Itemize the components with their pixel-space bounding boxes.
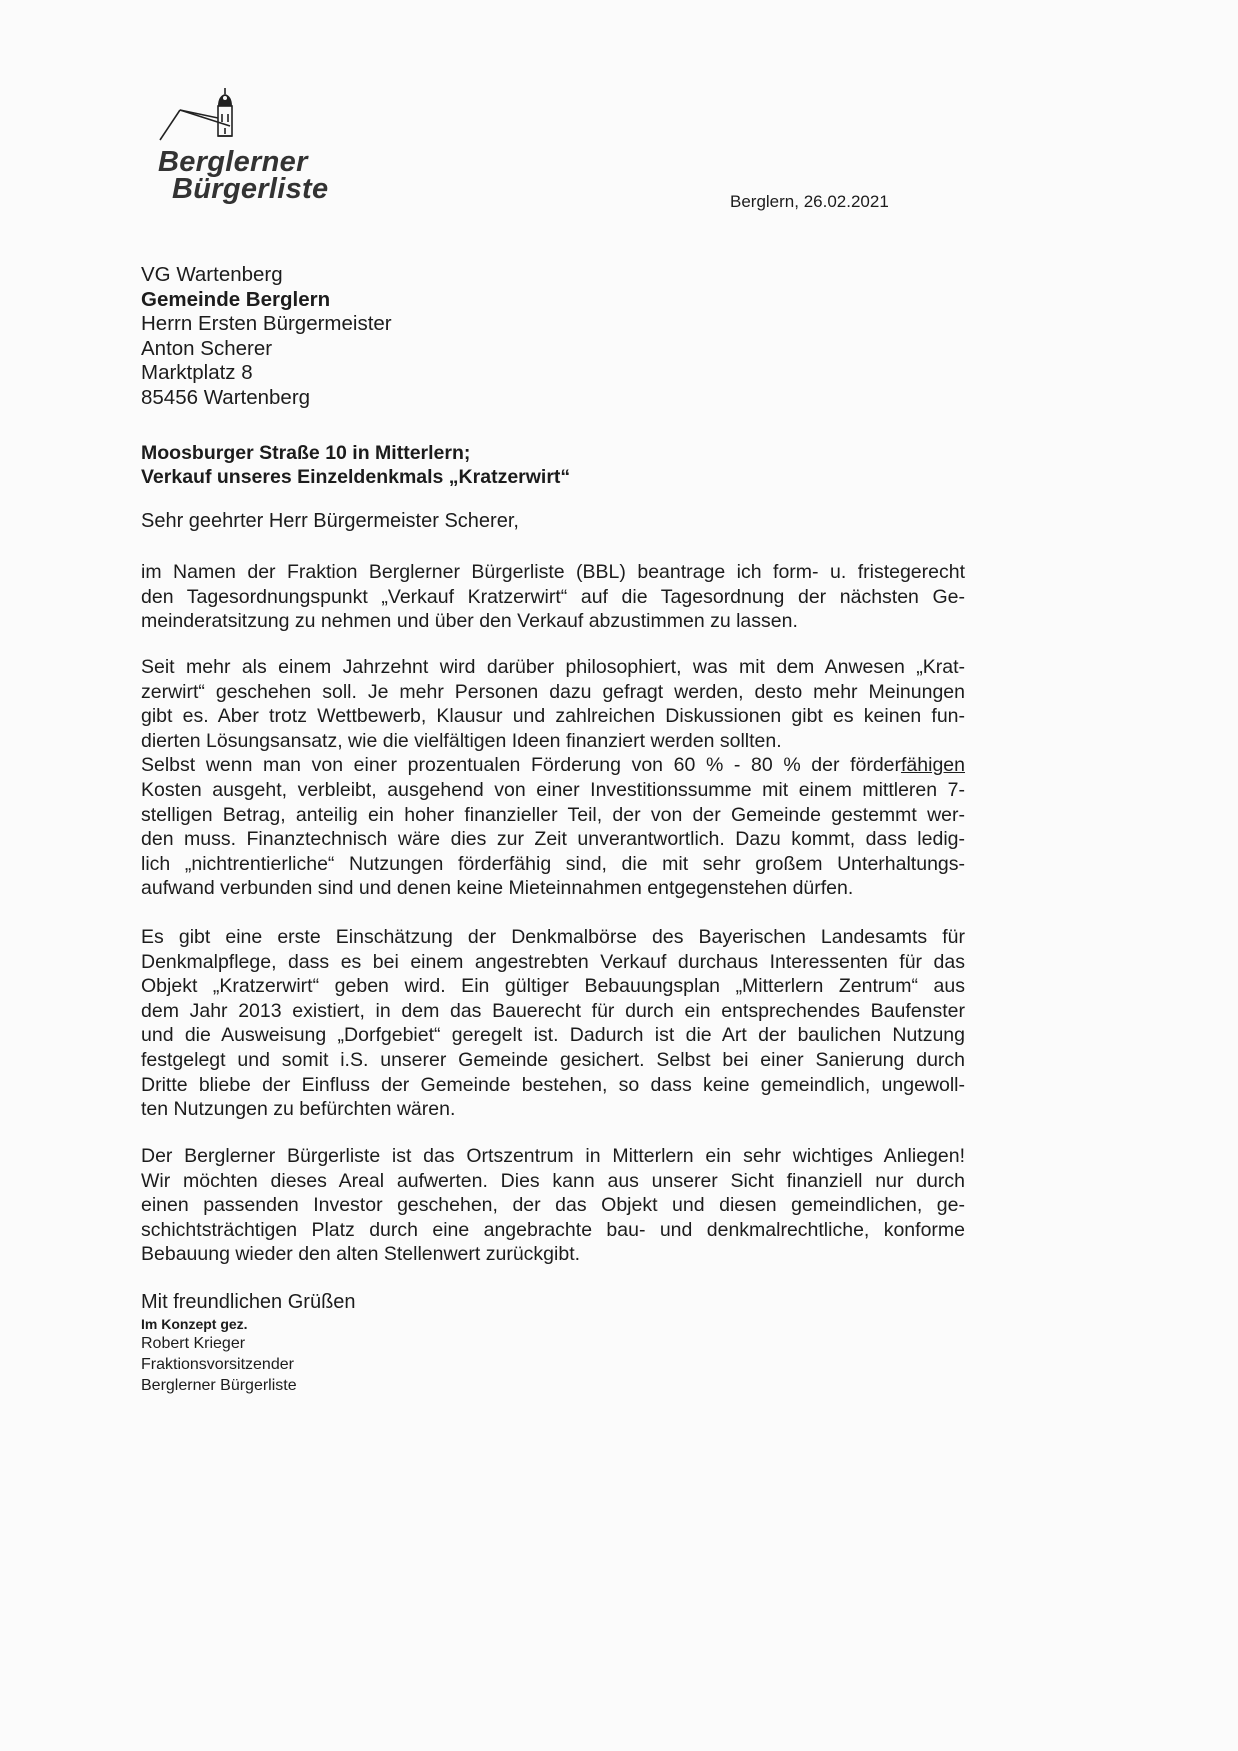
text-line: dem Jahr 2013 existiert, in dem das Bauerecht für durch ein entsprechendes Baufenster [141,999,965,1022]
logo [150,88,350,208]
text-line: einen passenden Investor geschehen, der das Objekt und diesen gemeindlichen, ge- [141,1194,965,1217]
signer-role: Fraktionsvorsitzender [141,1356,294,1373]
text-line: Es gibt eine erste Einschätzung der Denkmalbörse des Bayerischen Landesamts für [141,926,965,948]
text-line: Kosten ausgeht, verbleibt, ausgehend von einer Investitionssumme mit einem mittleren 7- [141,778,965,801]
text-line: Objekt „Kratzerwirt“ geben wird. Ein gültiger Bebauungsplan „Mitterlern Zentrum“ aus [141,975,965,998]
text-line: Der Berglerner Bürgerliste ist das Ortszentrum in Mitterlern ein sehr wichtiges Anliegen! [141,1145,965,1167]
recipient-line: Marktplatz 8 [141,361,253,384]
text-line: den Tagesordnungspunkt „Verkauf Kratzerwirt“ auf die Tagesordnung der nächsten Ge- [141,585,965,608]
signer-organization: Berglerner Bürgerliste [141,1377,297,1394]
recipient-line: Anton Scherer [141,336,273,360]
text-line: lich „nichtrentierliche“ Nutzungen förderfähig sind, die mit sehr großem Unterhaltungs- [141,852,965,875]
paragraph-assessment [141,925,965,1122]
text-line [141,753,965,778]
text-line: dierten Lösungsansatz, wie die vielfältigen Ideen finanziert werden sollten. [141,729,782,752]
subject-line [141,441,570,489]
recipient-line: VG Wartenberg [141,263,283,286]
text-line: den muss. Finanztechnisch wäre dies zur Zeit unverantwortlich. Dazu kommt, dass ledig- [141,828,965,851]
church-roof-icon [158,88,268,150]
text-line: ten Nutzungen zu befürchten wären. [141,1098,456,1121]
recipient-line: Herrn Ersten Bürgermeister [141,312,392,335]
salutation: Sehr geehrter Herr Bürgermeister Scherer, [141,510,519,532]
subject-line-1: Moosburger Straße 10 in Mitterlern; [141,442,471,464]
recipient-line: 85456 Wartenberg [141,385,311,409]
text-line: Bebauung wieder den alten Stellenwert zurückgibt. [141,1243,581,1266]
underlined-text: fähigen [901,754,965,777]
text-line: Wir möchten dieses Areal aufwerten. Dies kann aus unserer Sicht finanziell nur durch [141,1169,965,1192]
subject-line-2: Verkauf unseres Einzeldenkmals „Kratzerwirt“ [141,466,571,488]
concept-note: Im Konzept gez. [141,1316,248,1332]
text-fragment: Selbst wenn man von einer prozentualen Förderung von 60 % - 80 % der förder [141,754,902,777]
paragraph-request [141,560,965,634]
text-line: zerwirt“ geschehen soll. Je mehr Personen dazu gefragt werden, desto mehr Meinungen [141,680,965,703]
text-line: im Namen der Fraktion Berglerner Bürgerliste (BBL) beantrage ich form- u. fristegerecht [141,561,965,583]
text-line: aufwand verbunden sind und denen keine Mieteinnahmen entgegenstehen dürfen. [141,877,854,900]
text-line: und die Ausweisung „Dorfgebiet“ geregelt ist. Dadurch ist die Art der baulichen Nutzung [141,1024,965,1047]
text-line: meinderatsitzung zu nehmen und über den Verkauf abzustimmen zu lassen. [141,610,798,633]
text-line: Dritte bliebe der Einfluss der Gemeinde bestehen, so dass keine gemeindlich, ungewoll- [141,1073,965,1096]
text-line: Seit mehr als einem Jahrzehnt wird darüber philosophiert, was mit dem Anwesen „Krat- [141,656,965,678]
closing-block [141,1290,356,1396]
text-line: schichtsträchtigen Platz durch eine angebrachte bau- und denkmalrechtliche, konforme [141,1218,965,1241]
recipient-line: Gemeinde Berglern [141,287,331,311]
closing-greeting: Mit freundlichen Grüßen [141,1291,356,1313]
text-line: festgelegt und somit i.S. unserer Gemeinde gesichert. Selbst bei einer Sanierung durch [141,1048,965,1071]
paragraph-conclusion [141,1144,965,1267]
letter-date: Berglern, 26.02.2021 [730,192,889,211]
signer-name: Robert Krieger [141,1335,246,1352]
text-line: Denkmalpflege, dass es bei einem angestrebten Verkauf durchaus Interessenten für das [141,950,965,973]
logo-text-line2: Bürgerliste [172,173,329,205]
text-line: gibt es. Aber trotz Wettbewerb, Klausur und zahlreichen Diskussionen gibt es keinen fun- [141,705,965,728]
recipient-address [141,263,392,410]
text-line: stelligen Betrag, anteilig ein hoher finanzieller Teil, der von der Gemeinde gestemmt wer- [141,803,965,826]
logo-text-line1: Berglerner [158,146,308,178]
paragraph-background [141,655,965,901]
